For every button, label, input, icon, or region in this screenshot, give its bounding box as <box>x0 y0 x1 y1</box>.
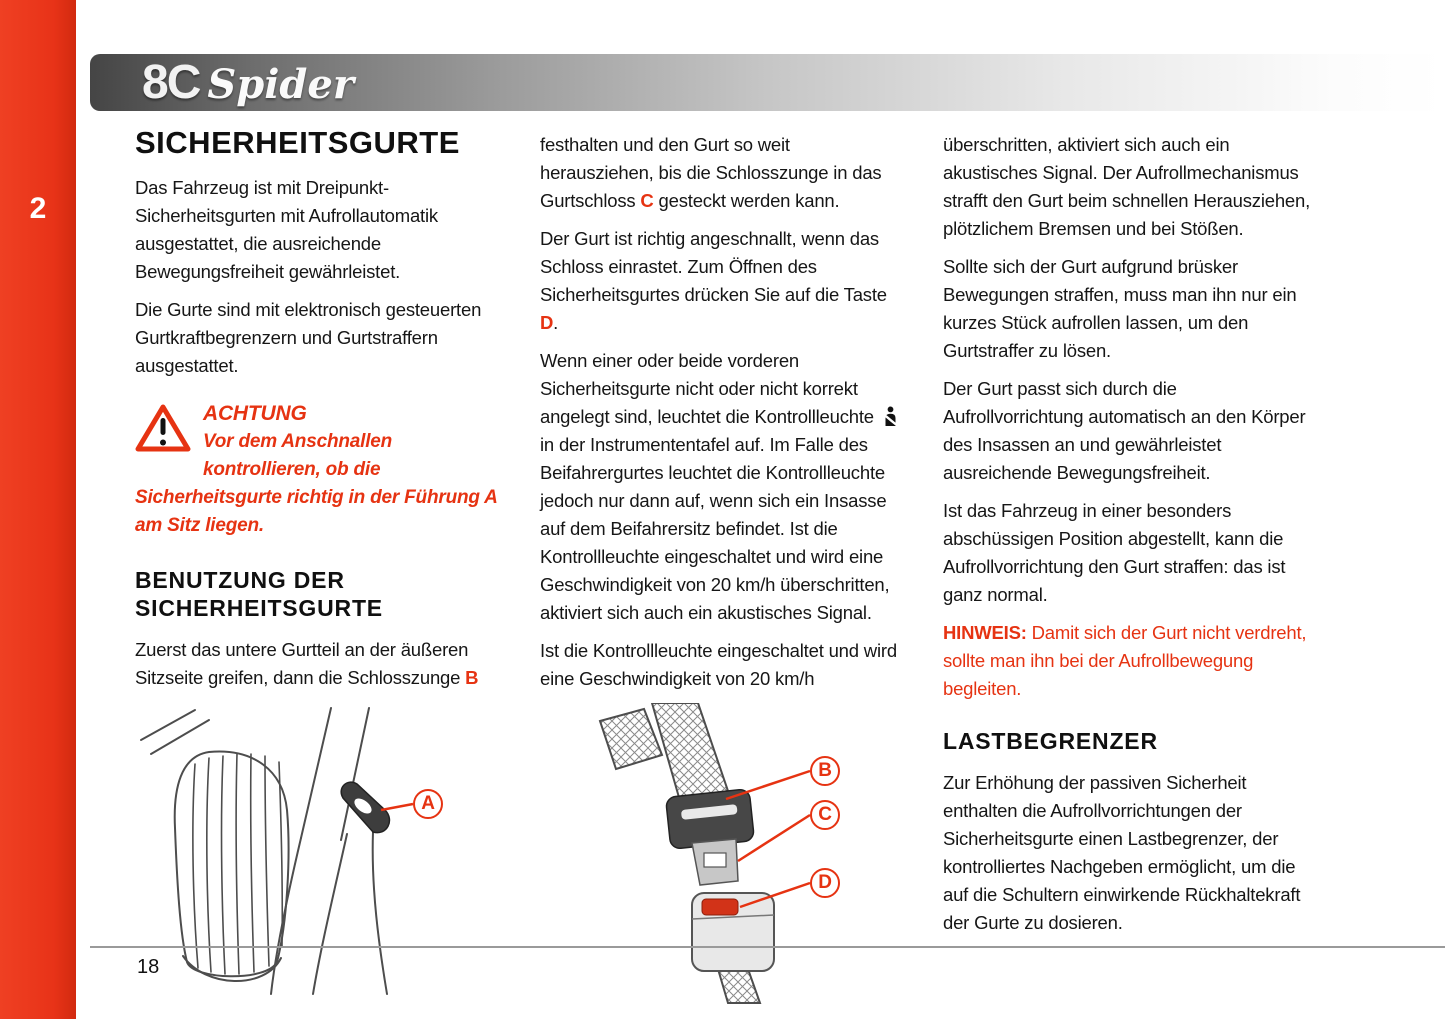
callout-letter-d: D <box>540 312 554 333</box>
column-left <box>135 126 507 998</box>
paragraph: Ist die Kontrollleuchte eingeschaltet und wird eine Geschwindigkeit von 20 km/h <box>540 640 897 689</box>
note-text: Damit sich der Gurt nicht verdreht, sollte man ihn bei der Aufrollbewegung begleiten. <box>943 622 1307 699</box>
paragraph: überschritten, aktiviert sich auch ein akustisches Signal. Der Aufrollmechanismus strafft den Gurt beim schnellen Herausziehen, plötzlichem Bremsen und bei Stößen. <box>943 134 1311 239</box>
warning-box <box>135 400 507 540</box>
warning-title: ACHTUNG <box>203 402 307 425</box>
chapter-number: 2 <box>29 192 47 225</box>
figure-label-d: D <box>810 868 840 898</box>
seat-illustration <box>135 706 507 998</box>
paragraph <box>135 636 507 692</box>
tongue-cover-shape <box>666 789 755 849</box>
paragraph <box>540 347 908 627</box>
chapter-color-bar <box>0 0 76 1019</box>
buckle-illustration <box>540 703 908 1005</box>
paragraph <box>540 225 908 337</box>
footer-divider <box>90 946 1445 948</box>
page-number: 18 <box>137 956 160 978</box>
warning-triangle-icon <box>135 403 191 453</box>
section-heading-usage: BENUTZUNG DER SICHERHEITSGURTE <box>135 567 383 621</box>
figure-seat-belt-guide <box>135 706 507 998</box>
paragraph: Das Fahrzeug ist mit Dreipunkt-Sicherheitsgurten mit Aufrollautomatik ausgestattet, die ausreichende Bewegungsfreiheit gewährleistet. <box>135 177 438 282</box>
leader-line-a <box>381 804 413 810</box>
paragraph-text: Wenn einer oder beide vorderen Sicherheitsgurte nicht oder nicht korrekt angelegt sind, leuchtet die Kontrollleuchte <box>540 350 879 427</box>
callout-letter-b: B <box>465 667 479 688</box>
paragraph-text: gesteckt werden kann. <box>653 190 840 211</box>
paragraph: Der Gurt passt sich durch die Aufrollvorrichtung automatisch an den Körper des Insassen an und gewährleistet ausreichende Bewegungsfreiheit. <box>943 378 1306 483</box>
buckle-release-button-shape <box>702 899 738 915</box>
figure-label-a: A <box>413 789 443 819</box>
paragraph <box>540 131 908 215</box>
note <box>943 619 1315 703</box>
paragraph-text: in der Instrumententafel auf. Im Falle des Beifahrergurtes leuchtet die Kontrollleuchte jedoch nur dann auf, wenn sich ein Insasse auf dem Beifahrersitz befindet. Ist die Kontrollleuchte eingeschaltet und wird eine Geschwindigkeit von 20 km/h überschritten, aktiviert sich auch ein akustisches Signal. <box>540 434 890 623</box>
figure-belt-buckle <box>540 703 908 1005</box>
paragraph: Die Gurte sind mit elektronisch gesteuerten Gurtkraftbegrenzern und Gurtstraffern ausgestattet. <box>135 299 482 376</box>
paragraph-text: Zuerst das untere Gurtteil an der äußeren Sitzseite greifen, dann die Schlosszunge <box>135 639 469 688</box>
header-band <box>90 54 1445 111</box>
logo-model-text: 8C <box>142 56 200 109</box>
paragraph: Ist das Fahrzeug in einer besonders abschüssigen Position abgestellt, kann die Aufrollvorrichtung den Gurt straffen: das ist ganz normal. <box>943 500 1286 605</box>
column-middle <box>540 131 908 1005</box>
warning-body: Vor dem Anschnallen kontrollieren, ob die Sicherheitsgurte richtig in der Führung A am Sitz liegen. <box>135 431 497 536</box>
logo-script-text: Spider <box>207 61 354 108</box>
column-right <box>943 131 1315 947</box>
paragraph-text: . <box>553 312 559 333</box>
paragraph: Zur Erhöhung der passiven Sicherheit enthalten die Aufrollvorrichtungen der Sicherheitsgurte einen Lastbegrenzer, der kontrolliertes Nachgeben ermöglicht, um die auf die Schultern einwirkende Rückhaltekraft der Gurte zu dosieren. <box>943 772 1301 933</box>
callout-letter-c: C <box>640 190 654 211</box>
section-heading-load-limiter: LASTBEGRENZER <box>943 728 1158 754</box>
paragraph: Sollte sich der Gurt aufgrund brüsker Bewegungen straffen, muss man ihn nur ein kurzes Stück aufrollen lassen, um den Gurtstraffer zu lösen. <box>943 256 1297 361</box>
page-title: SICHERHEITSGURTE <box>135 125 460 160</box>
seatbelt-indicator-icon <box>882 406 899 427</box>
paragraph-text: Der Gurt ist richtig angeschnallt, wenn das Schloss einrastet. Zum Öffnen des Sicherheitsgurtes drücken Sie auf die Taste <box>540 228 887 305</box>
paragraph-text: festhalten und den Gurt so weit herausziehen, bis die Schlosszunge in das Gurtschloss <box>540 134 882 211</box>
figure-label-c: C <box>810 800 840 830</box>
leader-line-b <box>726 771 810 799</box>
figure-label-b: B <box>810 756 840 786</box>
note-label: HINWEIS: <box>943 622 1027 643</box>
brand-logo <box>142 55 354 110</box>
